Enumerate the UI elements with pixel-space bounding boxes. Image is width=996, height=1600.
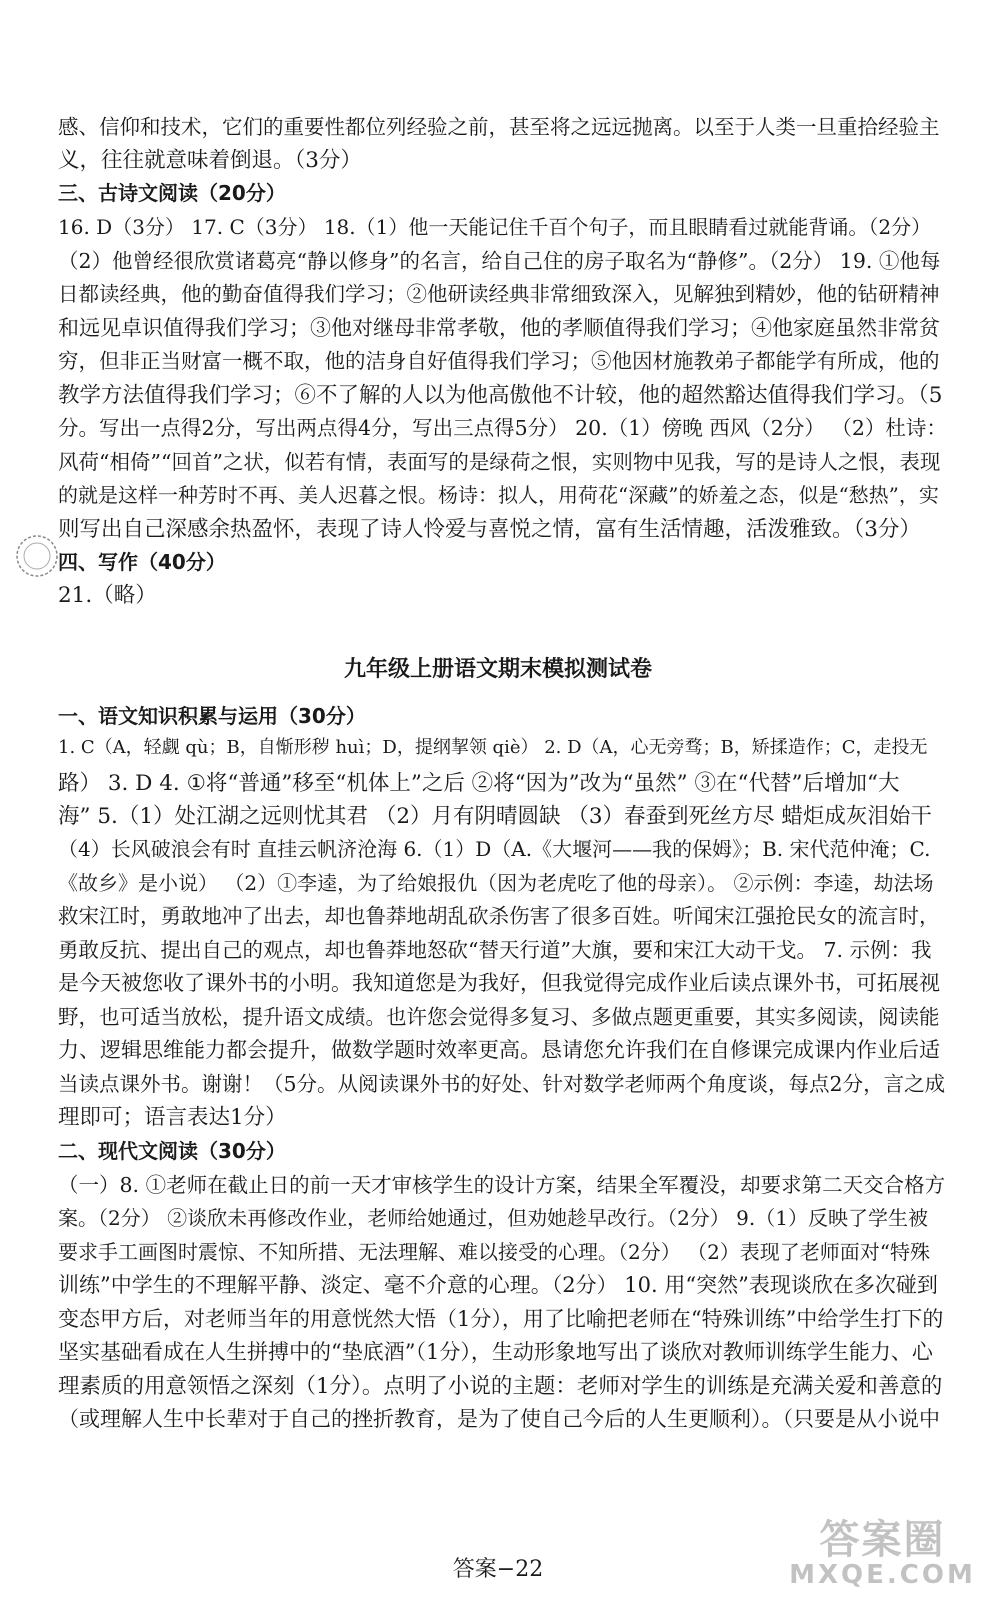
text-line: 的就是这样一种芳时不再、美人迟暮之恨。杨诗：拟人，用荷花“深藏”的娇羞之态，似是“愁热”，实 bbox=[58, 483, 939, 507]
text-line: （2）他曾经很欣赏诸葛亮“静以修身”的名言，给自己住的房子取名为“静修”。（2分） 19. ①他每 bbox=[58, 249, 941, 273]
text-line: 案。（2分） ②谈欣未再修改作业，老师给她通过，但劝她趁早改行。（2分） 9.（1）反映了学生被 bbox=[58, 1206, 928, 1230]
page-number: 答案−22 bbox=[452, 1557, 544, 1582]
text-line: 风荷“相倚”“回首”之状，似若有情，表面写的是绿荷之恨，实则物中见我，写的是诗人之恨，表现 bbox=[58, 450, 941, 474]
text-line: 日都读经典，他的勤奋值得我们学习；②他研读经典非常细致深入，见解独到精妙，他的钻研精神 bbox=[58, 282, 940, 306]
text-line: 感、信仰和技术，它们的重要性都位列经验之前，甚至将之远远抛离。以至于人类一旦重拾经验主 bbox=[58, 115, 940, 139]
text-line: 21.（略） bbox=[58, 583, 157, 608]
text-line: （一）8. ①老师在截止日的前一天才审核学生的设计方案，结果全军覆没，却要求第二天交合格方 bbox=[58, 1173, 946, 1197]
watermark-logo bbox=[780, 1508, 985, 1592]
text-line: 《故乡》是小说） （2）①李逵，为了给娘报仇（因为老虎吃了他的母亲）。 ②示例：李逵，劫法场 bbox=[58, 871, 934, 895]
exam-title: 九年级上册语文期末模拟测试卷 bbox=[343, 657, 652, 682]
text-line: 分。写出一点得2分，写出两点得4分，写出三点得5分） 20.（1）傍晚 西风（2分） （2）杜诗： bbox=[58, 416, 947, 440]
text-line: 路） 3. D 4. ①将“普通”移至“机体上”之后 ②将“因为”改为“虽然” ③在“代替”后增加“大 bbox=[58, 771, 900, 796]
text-line: 1. C（A，轻觑 qù；B，自惭形秽 huì；D，提纲挈领 qiè） 2. D（A，心无旁骛；B，矫揉造作；C，走投无 bbox=[58, 737, 928, 758]
section-heading-writing: 四、写作（40分） bbox=[58, 550, 226, 574]
text-line: （4）长风破浪会有时 直挂云帆济沧海 6.（1）D（A.《大堰河——我的保姆》；B. 宋代范仲淹；C. bbox=[58, 837, 931, 861]
text-line: 野，也可适当放松，提升语文成绩。也许您会觉得多复习、多做点题更重要，其实多阅读，阅读能 bbox=[58, 1005, 940, 1029]
text-line: 理即可；语言表达1分） bbox=[58, 1105, 287, 1130]
text-line: 教学方法值得我们学习；⑥不了解的人以为他高傲他不计较，他的超然豁达值得我们学习。（5 bbox=[58, 383, 943, 408]
text-line: 义，往往就意味着倒退。（3分） bbox=[58, 148, 362, 173]
text-line: 是今天被您收了课外书的小明。我知道您是为我好，但我觉得完成作业后读点课外书，可拓展视 bbox=[58, 971, 940, 995]
text-line: 则写出自己深感余热盈怀，表现了诗人怜爱与喜悦之情，富有生活情趣，活泼雅致。（3分） bbox=[58, 517, 921, 542]
watermark-domain: MXQE.COM bbox=[789, 1560, 976, 1590]
text-line: 理素质的用意领悟之深刻（1分）。点明了小说的主题：老师对学生的训练是充满关爱和善意的 bbox=[58, 1374, 943, 1399]
text-line: （或理解人生中长辈对于自己的挫折教育，是为了使自己今后的人生更顺利）。（只要是从小说中 bbox=[58, 1407, 940, 1431]
text-line: 要求手工画图时震惊、不知所措、无法理解、难以接受的心理。（2分） （2）表现了老师面对“特殊 bbox=[58, 1240, 931, 1264]
watermark-text: 答案圈 bbox=[819, 1517, 946, 1563]
text-line: 和远见卓识值得我们学习；③他对继母非常孝敬，他的孝顺值得我们学习；④他家庭虽然非常贫 bbox=[58, 316, 940, 340]
text-line: 坚实基础看成在人生拼搏中的“垫底酒”（1分），生动形象地写出了谈欣对教师训练学生能力、心 bbox=[58, 1340, 933, 1364]
section-heading-knowledge: 一、语文知识积累与运用（30分） bbox=[58, 704, 366, 728]
section-heading-reading: 二、现代文阅读（30分） bbox=[58, 1139, 286, 1163]
text-line: 海” 5.（1）处江湖之远则忧其君 （2）月有阴晴圆缺 （3）春蚕到死丝方尽 蜡炬成灰泪始干 bbox=[58, 804, 932, 829]
text-line: 16. D（3分） 17. C（3分） 18.（1）他一天能记住千百个句子，而且眼睛看过就能背诵。（2分） bbox=[58, 215, 932, 239]
text-line: 勇敢反抗、提出自己的观点，却也鲁莽地怒砍“替天行道”大旗，要和宋江大动干戈。 7. 示例：我 bbox=[58, 938, 932, 962]
text-line: 穷，但非正当财富一概不取，他的洁身自好值得我们学习；⑤他因材施教弟子都能学有所成，他的 bbox=[58, 349, 940, 373]
text-line: 变态甲方后，对老师当年的用意恍然大悟（1分），用了比喻把老师在“特殊训练”中给学生打下的 bbox=[58, 1307, 944, 1331]
text-line: 训练”中学生的不理解平静、淡定、毫不介意的心理。（2分） 10. 用“突然”表现谈欣在多次碰到 bbox=[58, 1273, 938, 1297]
text-line: 当读点课外书。谢谢！（5分。从阅读课外书的好处、针对数学老师两个角度谈，每点2分，言之成 bbox=[58, 1072, 946, 1096]
stamp-icon bbox=[14, 533, 60, 579]
text-line: 救宋江时，勇敢地冲了出去，却也鲁莽地胡乱砍杀伤害了很多百姓。听闻宋江强抢民女的流言时， bbox=[58, 904, 940, 928]
section-heading-poetry: 三、古诗文阅读（20分） bbox=[58, 181, 286, 205]
text-line: 力、逻辑思维能力都会提升，做数学题时效率更高。恳请您允许我们在自修课完成课内作业后适 bbox=[58, 1038, 940, 1062]
